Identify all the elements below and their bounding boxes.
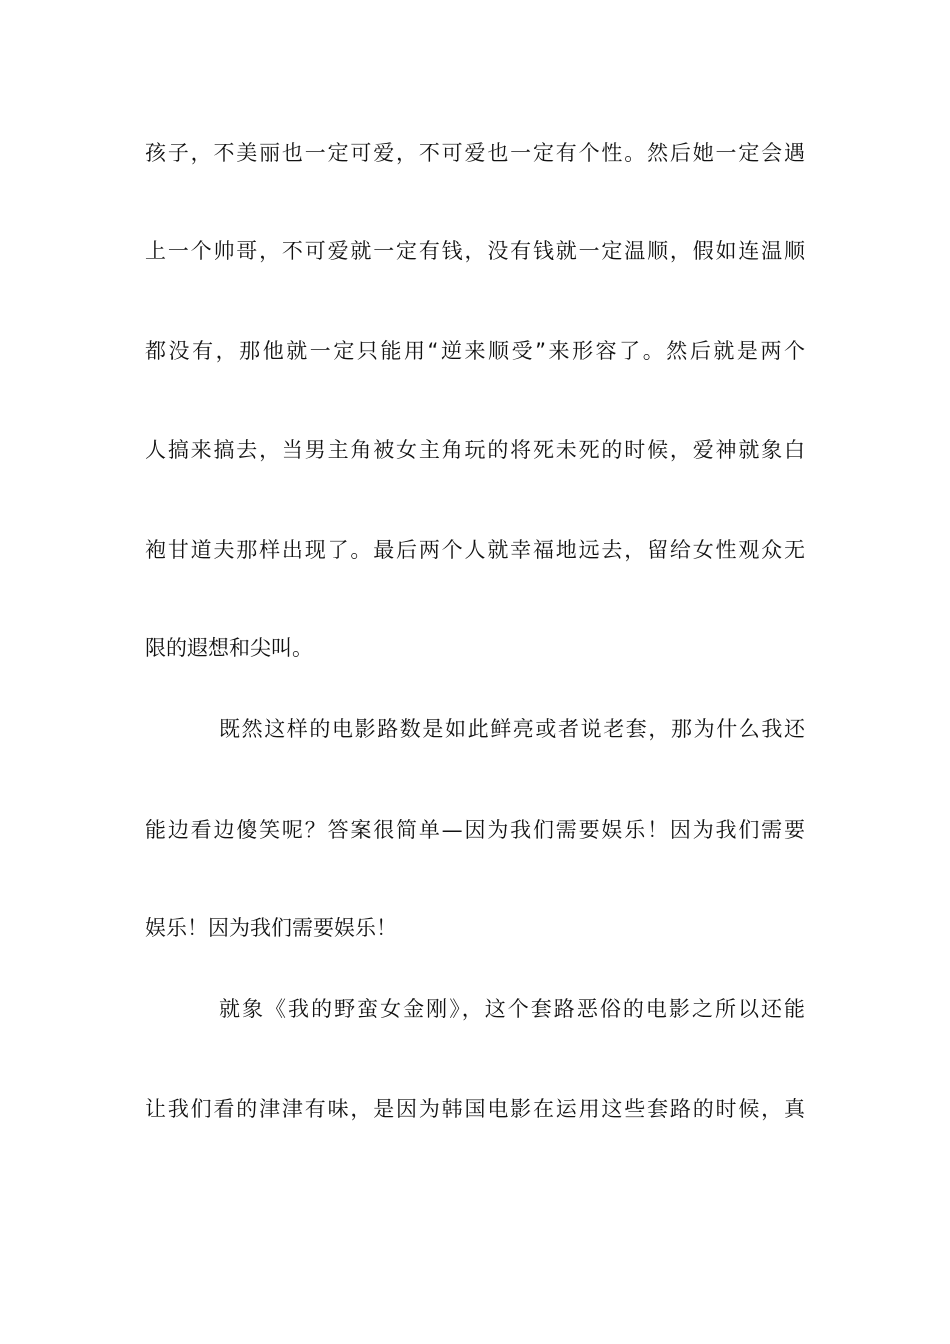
text-line: 人搞来搞去，当男主角被女主角玩的将死未死的时候，爱神就象白 <box>145 438 805 462</box>
text-line: 能边看边傻笑呢？答案很简单—因为我们需要娱乐！因为我们需要 <box>145 818 805 842</box>
text-line: 上一个帅哥，不可爱就一定有钱，没有钱就一定温顺，假如连温顺 <box>145 239 805 263</box>
text-line: 都没有，那他就一定只能用“逆来顺受”来形容了。然后就是两个 <box>145 339 805 363</box>
text-line: 让我们看的津津有味，是因为韩国电影在运用这些套路的时候，真 <box>145 1097 805 1121</box>
paragraph-start-line: 就象《我的野蛮女金刚》，这个套路恶俗的电影之所以还能 <box>219 997 805 1021</box>
text-line: 娱乐！因为我们需要娱乐！ <box>145 916 397 940</box>
paragraph-start-line: 既然这样的电影路数是如此鲜亮或者说老套，那为什么我还 <box>219 717 805 741</box>
text-line: 孩子，不美丽也一定可爱，不可爱也一定有个性。然后她一定会遇 <box>145 141 805 165</box>
text-line: 袍甘道夫那样出现了。最后两个人就幸福地远去，留给女性观众无 <box>145 538 805 562</box>
text-line: 限的遐想和尖叫。 <box>145 636 313 660</box>
